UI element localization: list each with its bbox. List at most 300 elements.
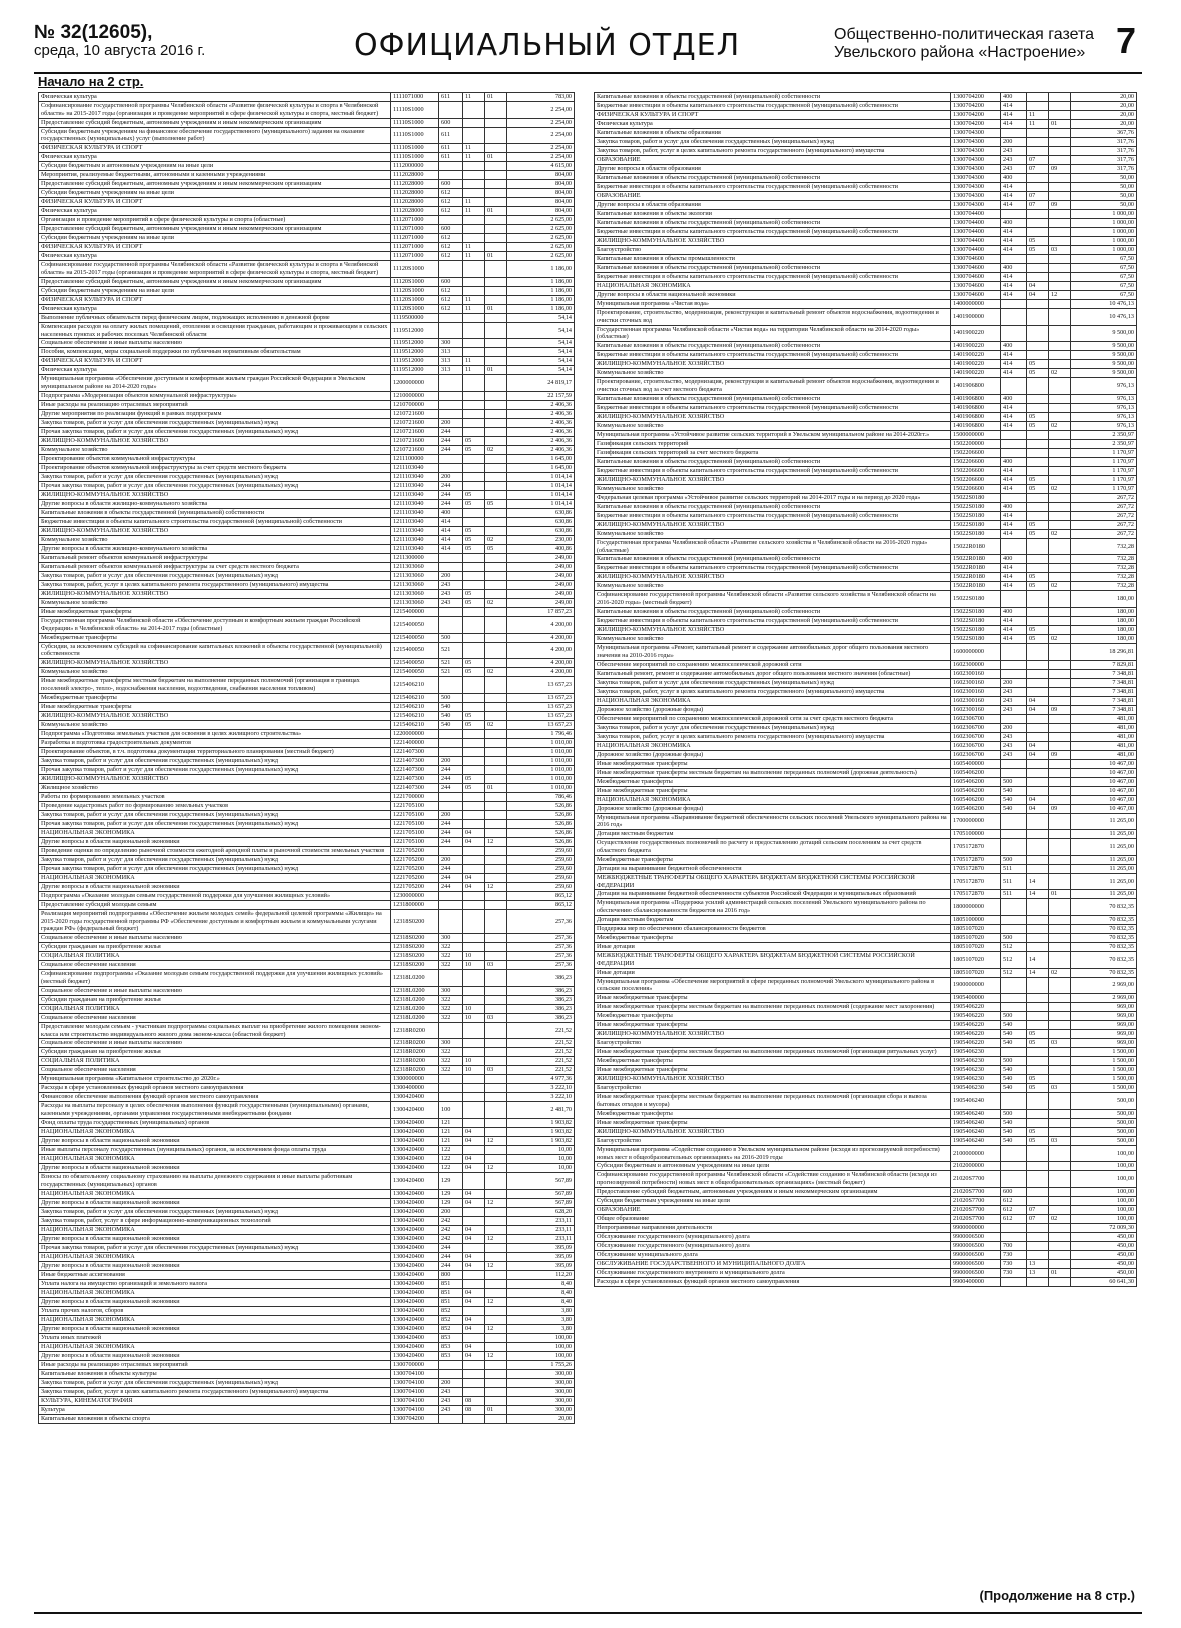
row-section: 08	[463, 1396, 485, 1405]
row-section: 05	[1027, 484, 1049, 493]
row-name: Государственная программа Челябинской области «Развитие сельского хозяйства в Челябинской области на 2016-2020 годы» (областные)	[595, 538, 951, 555]
row-code: 1602300160	[951, 696, 1001, 705]
row-name: Уплата иных платежей	[39, 1333, 391, 1342]
table-row	[595, 1127, 1137, 1136]
row-section: 11	[1027, 120, 1049, 129]
row-section	[1027, 493, 1049, 502]
row-section	[1027, 147, 1049, 156]
row-section	[463, 391, 485, 400]
row-code: 11110S1000	[391, 127, 439, 144]
table-row	[39, 1396, 575, 1405]
budget-table-right-body	[595, 93, 1137, 1287]
row-name: Пособия, компенсации, меры социальной поддержки по публичным нормативным обязательствам	[39, 348, 391, 357]
row-code: 1602300160	[951, 687, 1001, 696]
row-expense-type	[1001, 1162, 1027, 1171]
row-code: 1112071000	[391, 234, 439, 243]
table-row	[595, 723, 1137, 732]
table-row	[39, 295, 575, 304]
row-section: 05	[1027, 1039, 1049, 1048]
row-name: Муниципальная программа «Обеспечение мероприятий в сфере переданных полномочий Увельского муниципального района в сельские поселения»	[595, 977, 951, 994]
row-section	[1027, 915, 1049, 924]
table-row	[39, 553, 575, 562]
row-amount: 54,14	[507, 348, 575, 357]
row-code: 1215406210	[391, 711, 439, 720]
row-amount: 395,09	[507, 1261, 575, 1270]
row-expense-type: 400	[1001, 502, 1027, 511]
row-expense-type	[439, 891, 463, 900]
row-expense-type: 852	[439, 1324, 463, 1333]
row-subsection	[1049, 1259, 1071, 1268]
row-amount: 732,28	[1071, 555, 1137, 564]
row-amount: 3 222,10	[507, 1084, 575, 1093]
row-code: 1401900220	[951, 325, 1001, 342]
row-code: 1300420400	[391, 1288, 439, 1297]
row-subsection	[485, 313, 507, 322]
row-section: 05	[463, 490, 485, 499]
row-expense-type: 600	[1001, 1187, 1027, 1196]
table-row	[595, 511, 1137, 520]
row-section: 11	[463, 243, 485, 252]
table-row	[595, 1277, 1137, 1286]
row-section	[463, 810, 485, 819]
row-code: 2102000000	[951, 1162, 1001, 1171]
row-section	[463, 286, 485, 295]
row-amount: 865,12	[507, 900, 575, 909]
row-amount: 400,86	[507, 544, 575, 553]
row-code: 1700000000	[951, 813, 1001, 830]
row-subsection	[485, 1075, 507, 1084]
row-name: Проведение оценки по определению рыночной стоимости ежегодной арендной платы и рыночной стоимости земельных участков	[39, 846, 391, 855]
row-expense-type: 611	[439, 144, 463, 153]
row-amount: 221,52	[507, 1039, 575, 1048]
row-name: Закупка товаров, работ и услуг для обеспечения государственных (муниципальных) нужд	[595, 138, 951, 147]
row-code: 1300400000	[391, 1084, 439, 1093]
row-expense-type: 500	[439, 693, 463, 702]
row-section: 04	[463, 1234, 485, 1243]
row-section	[1027, 942, 1049, 951]
row-expense-type: 244	[439, 837, 463, 846]
row-subsection	[1049, 174, 1071, 183]
row-expense-type: 414	[439, 526, 463, 535]
row-code: 15022S0180	[951, 591, 1001, 608]
row-expense-type: 400	[439, 508, 463, 517]
row-expense-type: 200	[439, 571, 463, 580]
row-expense-type: 322	[439, 961, 463, 970]
row-subsection: 12	[485, 882, 507, 891]
row-section	[1027, 538, 1049, 555]
table-row	[595, 933, 1137, 942]
row-section	[463, 909, 485, 933]
row-expense-type	[439, 313, 463, 322]
table-row	[595, 300, 1137, 309]
row-code: 1300420400	[391, 1306, 439, 1315]
row-section	[1027, 1048, 1049, 1057]
row-expense-type: 243	[1001, 696, 1027, 705]
row-amount: 54,14	[507, 339, 575, 348]
row-code: 1112071000	[391, 216, 439, 225]
row-subsection	[485, 952, 507, 961]
row-code: 1300420400	[391, 1127, 439, 1136]
row-section	[1027, 466, 1049, 475]
row-expense-type: 612	[439, 243, 463, 252]
table-row	[39, 1093, 575, 1102]
row-subsection	[1049, 573, 1071, 582]
row-code: 1221705200	[391, 882, 439, 891]
table-row	[39, 1154, 575, 1163]
row-code: 1300420400	[391, 1207, 439, 1216]
row-amount: 976,13	[1071, 378, 1137, 395]
row-section: 04	[463, 828, 485, 837]
row-expense-type: 400	[1001, 457, 1027, 466]
row-subsection	[1049, 394, 1071, 403]
row-name: Капитальные вложения в объекты государственной (муниципальной) собственности	[595, 342, 951, 351]
row-expense-type	[439, 1084, 463, 1093]
row-expense-type	[439, 1093, 463, 1102]
row-subsection	[485, 864, 507, 873]
row-code: 1215400050	[391, 659, 439, 668]
row-expense-type: 540	[1001, 1075, 1027, 1084]
row-amount: 180,00	[1071, 591, 1137, 608]
row-expense-type	[1001, 669, 1027, 678]
row-subsection: 09	[1049, 201, 1071, 210]
table-row	[39, 1297, 575, 1306]
row-expense-type: 244	[439, 783, 463, 792]
row-code: 1705172870	[951, 864, 1001, 873]
row-name: Взносы по обязательному социальному страхованию на выплаты денежного содержания и иные выплаты работникам государственных (муниципальных) органов	[39, 1172, 391, 1189]
row-expense-type: 414	[439, 535, 463, 544]
row-name: Социальное обеспечение и иные выплаты населению	[39, 986, 391, 995]
table-row	[39, 1039, 575, 1048]
row-subsection	[485, 693, 507, 702]
row-code: 1112028000	[391, 189, 439, 198]
row-code: 1502206600	[951, 466, 1001, 475]
row-subsection	[485, 1369, 507, 1378]
row-name: Иные межбюджетные трансферты местным бюджетам на выполнение переданных полномочий (дорожная деятельность)	[595, 768, 951, 777]
row-section	[1027, 219, 1049, 228]
row-amount: 24 819,17	[507, 375, 575, 392]
row-expense-type	[439, 738, 463, 747]
row-section	[463, 261, 485, 278]
row-name: Благоустройство	[595, 1039, 951, 1048]
row-section	[463, 571, 485, 580]
row-amount: 100,00	[1071, 1187, 1137, 1196]
table-row	[39, 562, 575, 571]
row-name: Физическая культура	[595, 120, 951, 129]
row-amount: 969,00	[1071, 1003, 1137, 1012]
row-expense-type: 414	[1001, 102, 1027, 111]
row-code: 1401906800	[951, 421, 1001, 430]
row-expense-type: 414	[1001, 282, 1027, 291]
paper-name	[834, 26, 1094, 62]
row-subsection	[485, 1288, 507, 1297]
row-section: 14	[1027, 951, 1049, 968]
row-subsection	[1049, 660, 1071, 669]
row-amount: 1 010,00	[507, 756, 575, 765]
row-code: 1210000000	[391, 391, 439, 400]
row-name: ЖИЛИЩНО-КОММУНАЛЬНОЕ ХОЗЯЙСТВО	[39, 589, 391, 598]
table-row	[595, 1057, 1137, 1066]
row-code: 15022R0180	[951, 582, 1001, 591]
row-code: 1300420400	[391, 1243, 439, 1252]
row-amount: 386,23	[507, 1004, 575, 1013]
row-amount: 732,28	[1071, 582, 1137, 591]
row-expense-type	[1001, 759, 1027, 768]
row-subsection	[1049, 1093, 1071, 1110]
row-expense-type	[1001, 994, 1027, 1003]
row-code: 1221407300	[391, 783, 439, 792]
row-section	[1027, 1162, 1049, 1171]
table-row	[39, 1198, 575, 1207]
row-code: 12318L0200	[391, 1004, 439, 1013]
row-section	[1027, 933, 1049, 942]
row-code: 1602300160	[951, 669, 1001, 678]
table-row	[595, 466, 1137, 475]
row-amount: 112,20	[507, 1270, 575, 1279]
row-expense-type	[439, 102, 463, 119]
row-subsection	[485, 418, 507, 427]
row-amount: 317,76	[1071, 165, 1137, 174]
row-name: Бюджетные инвестиции в объекты капитального строительства государственной (муниципальной) собственности	[595, 511, 951, 520]
row-section	[463, 348, 485, 357]
table-row	[595, 1205, 1137, 1214]
row-expense-type	[1001, 977, 1027, 994]
row-amount: 100,00	[1071, 1196, 1137, 1205]
row-section	[1027, 1109, 1049, 1118]
table-row	[39, 1066, 575, 1075]
table-row	[595, 660, 1137, 669]
left-column	[38, 92, 574, 1424]
row-section: 05	[463, 535, 485, 544]
row-subsection	[485, 1102, 507, 1119]
row-amount: 1 170,97	[1071, 448, 1137, 457]
row-code: 1602306700	[951, 732, 1001, 741]
row-amount: 804,00	[507, 198, 575, 207]
row-expense-type: 612	[1001, 1196, 1027, 1205]
row-subsection	[1049, 678, 1071, 687]
row-amount: 526,86	[507, 828, 575, 837]
row-section: 04	[463, 1324, 485, 1333]
row-subsection	[1049, 1232, 1071, 1241]
row-subsection	[485, 144, 507, 153]
row-section	[463, 234, 485, 243]
table-row	[595, 634, 1137, 643]
row-amount: 386,23	[507, 970, 575, 987]
row-code: 1111071000	[391, 93, 439, 102]
row-section: 05	[1027, 246, 1049, 255]
row-code: 1705172870	[951, 890, 1001, 899]
row-expense-type	[1001, 1048, 1027, 1057]
row-amount: 20,00	[1071, 102, 1137, 111]
row-name: Дорожное хозяйство (дорожные фонды)	[595, 705, 951, 714]
table-row	[39, 357, 575, 366]
row-code: 1215406210	[391, 702, 439, 711]
row-subsection	[1049, 475, 1071, 484]
row-code: 1215400050	[391, 642, 439, 659]
row-amount: 9 500,00	[1071, 360, 1137, 369]
row-name: Другие вопросы в области национальной экономики	[39, 1136, 391, 1145]
table-row	[595, 219, 1137, 228]
row-subsection	[1049, 839, 1071, 856]
row-expense-type: 400	[1001, 394, 1027, 403]
table-row	[39, 828, 575, 837]
row-section	[1027, 864, 1049, 873]
row-amount: 7 348,81	[1071, 669, 1137, 678]
row-subsection: 01	[1049, 1268, 1071, 1277]
row-name: НАЦИОНАЛЬНАЯ ЭКОНОМИКА	[39, 1252, 391, 1261]
row-amount: 1 000,00	[1071, 228, 1137, 237]
table-row	[595, 351, 1137, 360]
row-amount: 7 829,81	[1071, 660, 1137, 669]
row-amount: 1 010,00	[507, 738, 575, 747]
row-name: Прочая закупка товаров, работ и услуг для обеспечения государственных (муниципальных) нужд	[39, 765, 391, 774]
right-column	[594, 92, 1136, 1287]
row-name: Закупка товаров, работ, услуг в целях капитального ремонта государственного (муниципального) имущества	[39, 580, 391, 589]
row-expense-type: 414	[1001, 625, 1027, 634]
row-amount: 1 645,00	[507, 463, 575, 472]
table-row	[595, 93, 1137, 102]
row-amount: 865,12	[507, 891, 575, 900]
row-section: 05	[463, 659, 485, 668]
row-amount: 976,13	[1071, 403, 1137, 412]
table-row	[595, 813, 1137, 830]
row-expense-type: 540	[1001, 1039, 1027, 1048]
row-amount: 259,60	[507, 846, 575, 855]
row-expense-type	[439, 1414, 463, 1423]
table-row	[39, 207, 575, 216]
row-subsection	[1049, 899, 1071, 916]
row-subsection	[485, 729, 507, 738]
row-expense-type: 414	[1001, 351, 1027, 360]
row-expense-type: 853	[439, 1333, 463, 1342]
row-section	[463, 1022, 485, 1039]
row-subsection: 01	[485, 153, 507, 162]
row-code: 1905400000	[951, 994, 1001, 1003]
row-subsection	[485, 409, 507, 418]
row-expense-type: 242	[439, 1216, 463, 1225]
row-name: Дорожное хозяйство (дорожные фонды)	[595, 804, 951, 813]
row-section	[1027, 977, 1049, 994]
row-section	[1027, 687, 1049, 696]
row-subsection	[1049, 183, 1071, 192]
row-section	[1027, 394, 1049, 403]
row-amount: 450,00	[1071, 1259, 1137, 1268]
row-code: 1500000000	[951, 430, 1001, 439]
row-expense-type	[439, 1369, 463, 1378]
row-name: Капитальный ремонт, ремонт и содержание автомобильных дорог общего пользования местного значения (областные)	[595, 669, 951, 678]
row-section: 05	[463, 499, 485, 508]
row-section	[463, 1118, 485, 1127]
table-row	[39, 934, 575, 943]
table-row	[595, 484, 1137, 493]
row-section	[463, 508, 485, 517]
row-subsection	[1049, 1118, 1071, 1127]
row-subsection: 09	[1049, 165, 1071, 174]
row-code: 21020S7700	[951, 1205, 1001, 1214]
row-amount: 1 500,00	[1071, 1057, 1137, 1066]
row-expense-type: 244	[439, 774, 463, 783]
row-expense-type: 243	[439, 589, 463, 598]
row-code: 1300704600	[951, 291, 1001, 300]
row-subsection	[485, 571, 507, 580]
row-amount: 1 500,00	[1071, 1075, 1137, 1084]
row-expense-type: 612	[1001, 1214, 1027, 1223]
row-expense-type: 414	[1001, 616, 1027, 625]
row-name: Коммунальное хозяйство	[39, 720, 391, 729]
table-row	[39, 1145, 575, 1154]
table-row	[39, 454, 575, 463]
table-row	[595, 786, 1137, 795]
row-amount: 804,00	[507, 189, 575, 198]
row-section	[1027, 591, 1049, 608]
row-code: 12318L0200	[391, 1013, 439, 1022]
row-section: 04	[463, 1189, 485, 1198]
row-name: Предоставление субсидий бюджетным, автономным учреждениям и иным некоммерческим организациям	[39, 225, 391, 234]
table-row	[595, 457, 1137, 466]
row-amount: 1 186,00	[507, 295, 575, 304]
row-amount: 180,00	[1071, 625, 1137, 634]
table-row	[595, 138, 1137, 147]
row-section	[1027, 174, 1049, 183]
row-expense-type: 243	[1001, 750, 1027, 759]
row-code: 1401906800	[951, 412, 1001, 421]
row-amount: 9 500,00	[1071, 351, 1137, 360]
table-row	[39, 286, 575, 295]
table-row	[595, 741, 1137, 750]
row-section	[463, 162, 485, 171]
row-subsection	[485, 607, 507, 616]
row-name: Иные межбюджетные трансферты	[39, 607, 391, 616]
row-amount: 500,00	[1071, 1118, 1137, 1127]
row-amount: 1 500,00	[1071, 1084, 1137, 1093]
row-subsection	[485, 261, 507, 278]
row-subsection	[1049, 768, 1071, 777]
row-subsection	[1049, 795, 1071, 804]
row-section	[463, 553, 485, 562]
row-subsection: 12	[485, 1198, 507, 1207]
row-expense-type: 540	[1001, 1084, 1027, 1093]
row-section	[1027, 669, 1049, 678]
row-expense-type: 611	[439, 153, 463, 162]
row-subsection	[485, 322, 507, 339]
row-code: 1300704400	[951, 237, 1001, 246]
row-name: НАЦИОНАЛЬНАЯ ЭКОНОМИКА	[39, 1342, 391, 1351]
row-name: Мероприятия, реализуемые бюджетными, автономными и казенными учреждениями	[39, 171, 391, 180]
table-row	[595, 616, 1137, 625]
row-amount: 4 977,36	[507, 1075, 575, 1084]
row-subsection	[1049, 951, 1071, 968]
row-section: 04	[463, 837, 485, 846]
table-row	[595, 1075, 1137, 1084]
row-expense-type: 121	[439, 1127, 463, 1136]
row-name: Предоставление молодым семьям - участникам подпрограммы социальных выплат на приобретение жилого помещения эконом-класса или строительство индивидуального жилого дома эконом-класса (областной бюджет)	[39, 1022, 391, 1039]
row-expense-type	[1001, 1223, 1027, 1232]
table-row	[39, 198, 575, 207]
row-code: 1211100000	[391, 454, 439, 463]
row-expense-type: 243	[1001, 147, 1027, 156]
table-row	[39, 986, 575, 995]
row-name: Иные бюджетные ассигнования	[39, 1270, 391, 1279]
table-row	[595, 1171, 1137, 1188]
table-row	[595, 502, 1137, 511]
row-subsection	[485, 1216, 507, 1225]
row-subsection: 03	[1049, 246, 1071, 255]
row-expense-type: 853	[439, 1342, 463, 1351]
row-name: Выполнение публичных обязательств перед физическим лицом, подлежащих исполнению в денежной форме	[39, 313, 391, 322]
table-row	[595, 475, 1137, 484]
row-name: Осуществление государственных полномочий по расчету и предоставлению дотаций сельским поселениям за счет средств областного бюджета	[595, 839, 951, 856]
row-subsection	[485, 357, 507, 366]
row-section: 04	[1027, 291, 1049, 300]
